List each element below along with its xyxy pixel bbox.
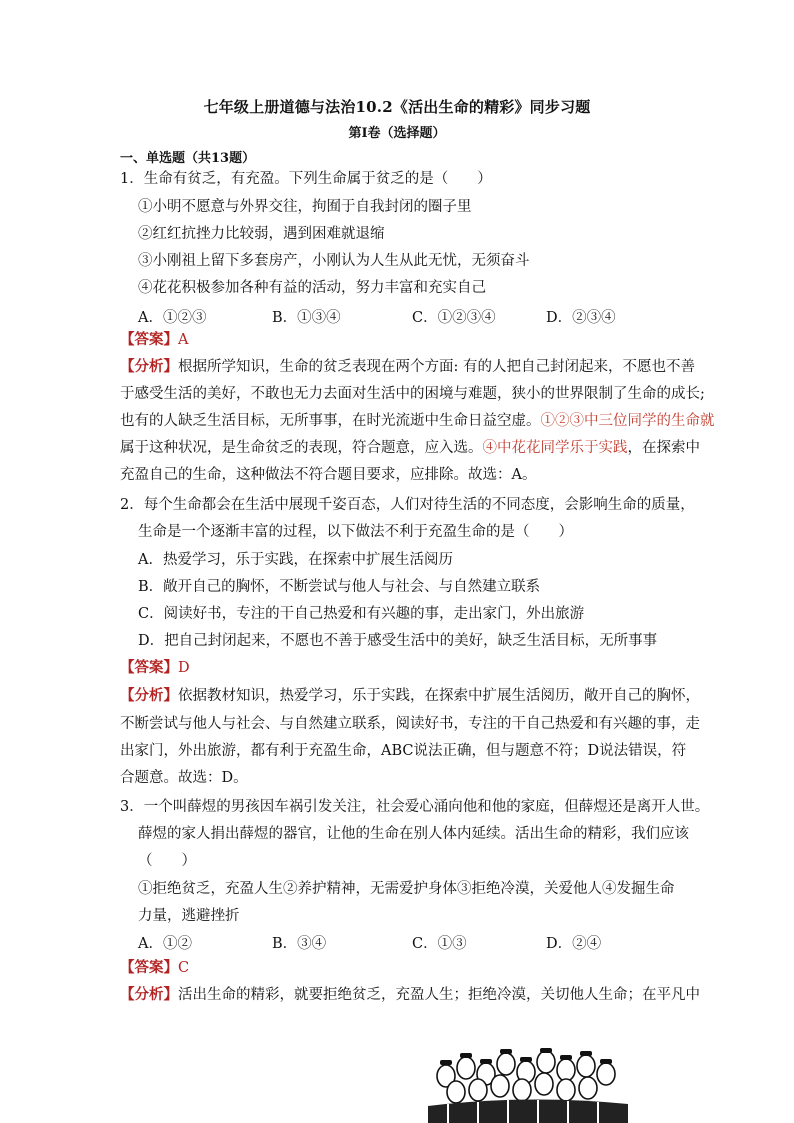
question-3-options xyxy=(0,932,794,954)
question-3-answer xyxy=(120,958,189,978)
analysis-text: ，在探索中 xyxy=(627,440,700,456)
document-title: 七年级上册道德与法治10.2《活出生命的精彩》同步习题 xyxy=(203,98,591,116)
answer-label: 【答案】 xyxy=(120,959,178,976)
question-1-analysis-line-2: 于感受生活的美好，不敢也无力去面对生活中的困境与难题，狭小的世界限制了生命的成长; xyxy=(120,386,705,402)
analysis-text: 活出生命的精彩，就要拒绝贫乏，充盈人生；拒绝冷漠，关切他人生命；在平凡中 xyxy=(178,987,700,1003)
question-2-analysis-line-1 xyxy=(120,686,700,706)
question-1-analysis-line-5: 充盈自己的生命，这种做法不符合题目要求，应排除。故选：A。 xyxy=(120,467,537,483)
question-3-stem-line-2: 薛煜的家人捐出薛煜的器官，让他的生命在别人体内延续。活出生命的精彩，我们应该 xyxy=(138,826,689,842)
question-3-option-c: C．①③ xyxy=(412,936,467,952)
question-2-analysis-line-2: 不断尝试与他人与社会、与自然建立联系，阅读好书，专注的干自己热爱和有兴趣的事，走 xyxy=(120,716,700,732)
question-1-option-a: A．①②③ xyxy=(138,310,207,326)
question-1-option-b: B．①③④ xyxy=(272,310,341,326)
question-3-option-d: D．②④ xyxy=(546,936,602,952)
question-3-items-line-2: 力量，逃避挫折 xyxy=(138,908,240,924)
question-3-items-line-1: ①拒绝贫乏，充盈人生②养护精神，无需爱护身体③拒绝冷漠，关爱他人④发掘生命 xyxy=(138,881,675,897)
question-1-option-c: C．①②③④ xyxy=(412,310,496,326)
section-heading: 一、单选题（共13题） xyxy=(120,151,256,166)
answer-value: A xyxy=(178,332,189,348)
analysis-label: 【分析】 xyxy=(120,358,178,375)
question-2-stem-line-1: 2．每个生命都会在生活中展现千姿百态，人们对待生活的不同态度，会影响生命的质量， xyxy=(120,497,695,513)
question-3-analysis-line-1 xyxy=(120,985,700,1005)
question-1-stem: 1．生命有贫乏，有充盈。下列生命属于贫乏的是（ ） xyxy=(120,171,492,187)
question-2-analysis-line-3: 出家门，外出旅游，都有利于充盈生命，ABC说法正确，但与题意不符；D说法错误，符 xyxy=(120,743,687,759)
question-1-option-d: D．②③④ xyxy=(546,310,616,326)
question-1-item-3: ③小刚祖上留下多套房产，小刚认为人生从此无忧，无须奋斗 xyxy=(138,253,530,269)
question-2-option-a: A．热爱学习，乐于实践，在探索中扩展生活阅历 xyxy=(138,552,453,568)
volume-subtitle: 第I卷（选择题） xyxy=(348,126,446,141)
question-1-item-4: ④花花积极参加各种有益的活动，努力丰富和充实自己 xyxy=(138,280,486,296)
question-1-analysis-line-4 xyxy=(120,438,700,458)
question-3-option-a: A．①② xyxy=(138,936,192,952)
answer-value: D xyxy=(178,660,190,676)
question-2-option-c: C．阅读好书，专注的干自己热爱和有兴趣的事，走出家门，外出旅游 xyxy=(138,606,585,622)
analysis-highlight: ①②③中三位同学的生命就 xyxy=(540,413,715,429)
question-3-option-b: B．③④ xyxy=(272,936,327,952)
analysis-text: 也有的人缺乏生活目标，无所事事，在时光流逝中生命日益空虚。 xyxy=(120,413,541,429)
question-2-stem-line-2: 生命是一个逐渐丰富的过程，以下做法不利于充盈生命的是（ ） xyxy=(138,524,573,540)
question-2-analysis-line-4: 合题意。故选：D。 xyxy=(120,770,248,786)
answer-value: C xyxy=(178,960,190,976)
question-1-analysis-line-3 xyxy=(120,411,715,431)
question-1-answer xyxy=(120,330,188,350)
question-2-option-b: B．敞开自己的胸怀，不断尝试与他人与社会、与自然建立联系 xyxy=(138,579,541,595)
question-3-stem-line-3: （ ） xyxy=(138,853,196,869)
question-1-analysis-line-1 xyxy=(120,357,695,377)
answer-label: 【答案】 xyxy=(120,659,178,676)
analysis-text: 根据所学知识，生命的贫乏表现在两个方面: 有的人把自己封闭起来，不愿也不善 xyxy=(178,359,695,375)
analysis-text: 属于这种状况，是生命贫乏的表现，符合题意，应入选。 xyxy=(120,440,483,456)
question-1-item-1: ①小明不愿意与外界交往，拘囿于自我封闭的圈子里 xyxy=(138,199,472,215)
analysis-highlight: ④中花花同学乐于实践 xyxy=(482,440,628,456)
question-2-answer xyxy=(120,658,190,678)
question-1-item-2: ②红红抗挫力比较弱，遇到困难就退缩 xyxy=(138,226,385,242)
analysis-label: 【分析】 xyxy=(120,986,178,1003)
crowd-illustration xyxy=(428,1046,628,1123)
analysis-label: 【分析】 xyxy=(120,687,178,704)
analysis-text: 依据教材知识，热爱学习，乐于实践，在探索中扩展生活阅历，敞开自己的胸怀， xyxy=(178,688,700,704)
question-1-options xyxy=(0,306,794,328)
question-2-option-d: D．把自己封闭起来，不愿也不善于感受生活中的美好，缺乏生活目标，无所事事 xyxy=(138,633,658,649)
question-3-stem-line-1: 3．一个叫薛煜的男孩因车祸引发关注，社会爱心涌向他和他的家庭，但薛煜还是离开人世。 xyxy=(120,799,710,815)
answer-label: 【答案】 xyxy=(120,331,178,348)
